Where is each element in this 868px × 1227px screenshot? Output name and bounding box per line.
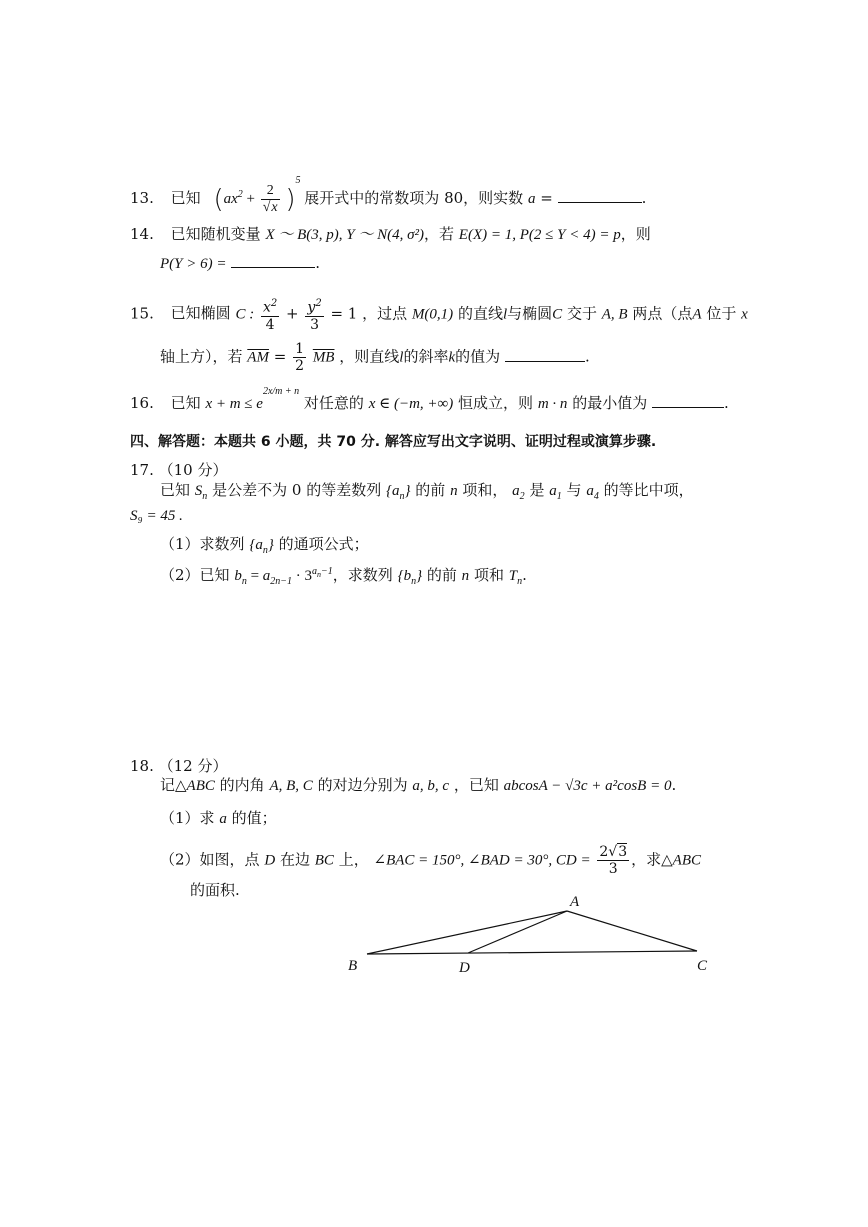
problem-text: 的直线: [457, 304, 503, 323]
label-b: B: [348, 958, 358, 974]
problem-text: ，求△: [631, 850, 673, 869]
binomial-expression: ($ax^2$ + $\frac{2}{√x}$ )$^5$: [213, 174, 301, 215]
period: .: [724, 394, 729, 412]
problem-text: 的值为: [455, 347, 501, 366]
question-score: （12 分）: [158, 757, 228, 775]
problem-text: 与: [566, 481, 582, 499]
problem-text: 的斜率: [403, 347, 449, 366]
problem-text: 项和: [473, 566, 504, 584]
problem-text: ，求数列: [332, 566, 393, 584]
problem-text: 已知: [160, 481, 191, 499]
side-ac: [567, 911, 697, 951]
problem-text: 轴上方），若: [160, 347, 243, 366]
problem-text: 在边: [279, 850, 310, 869]
label-d: D: [459, 960, 470, 976]
distribution-expr: X ～ B(3, p), Y ～ N(4, σ²): [265, 227, 424, 243]
fraction-y2-3: $\frac{y^2}{3}$: [307, 298, 322, 333]
inequality: x + m ≤ e: [205, 396, 263, 412]
problem-text: 的对边分别为: [317, 776, 408, 794]
section-heading: 四、解答题：本题共 6 小题，共 70 分. 解答应写出文字说明、证明过程或演算步骤.: [130, 434, 657, 450]
problem-14-line-1: [130, 224, 651, 245]
fraction-x2-4: $\frac{x^2}{4}$: [262, 298, 278, 333]
problem-15-line-1: 15. 已知椭圆 C : $\frac{x^2}{4}$ + $\frac{y^2}{3}$ = 1 ，过点 M(0,1) 的直线l与椭圆C 交于 A, B 两点（点A 位于 x: [130, 298, 748, 333]
sides: a, b, c: [412, 778, 450, 794]
problem-text: 与椭圆: [507, 304, 553, 323]
period: .: [641, 188, 647, 207]
angle-conditions: ∠BAC = 150°, ∠BAD = 30°, CD =: [373, 852, 591, 869]
equals-one: = 1: [330, 304, 358, 323]
problem-14-line-2: [160, 253, 320, 274]
probability-expr: P(Y > 6) =: [160, 256, 227, 272]
label-c: C: [697, 958, 708, 974]
fraction-2sqrt3-3: $\frac{2√3}{3}$: [599, 844, 628, 877]
q18-line-1: [160, 775, 676, 796]
problem-text: 已知椭圆: [170, 304, 231, 323]
problem-text: 的等差数列: [306, 481, 382, 499]
problem-text: 的通项公式；: [278, 535, 369, 553]
answer-blank[interactable]: [652, 393, 724, 408]
problem-number: 15.: [130, 304, 154, 323]
variable: a: [527, 190, 536, 207]
problem-text: ，已知: [453, 776, 499, 794]
q18-part-2: [160, 844, 701, 877]
problem-text: 恒成立，则: [458, 394, 534, 412]
q18-line-3: 的面积.: [190, 881, 240, 899]
problem-text: （1）求数列: [160, 535, 245, 553]
product-expr: m · n: [537, 396, 568, 412]
ellipse-name: C :: [235, 306, 255, 323]
triangle-abc: ABC: [186, 778, 215, 794]
q17-line-1: 已知 $S_n$ 是公差不为 0 的等差数列 $\{a_n\}$ 的前 n 项和， $a_2$ 是 $a_1$ 与 $a_4$ 的等比中项，: [160, 481, 694, 502]
problem-text: 的前: [415, 481, 446, 499]
period: .: [315, 254, 321, 272]
problem-text: 上，: [338, 850, 369, 869]
q18-part-1: [160, 808, 277, 829]
problem-text: （2）如图，点: [160, 850, 260, 869]
answer-blank[interactable]: [231, 253, 315, 268]
problem-number: 16.: [130, 394, 154, 412]
problem-text: 的前: [426, 566, 457, 584]
problem-text: 是公差不为: [212, 481, 288, 499]
side-ab: [367, 911, 567, 954]
period: .: [584, 347, 590, 366]
problem-number: 13.: [130, 188, 154, 207]
zero: 0: [291, 481, 302, 499]
problem-text: 已知: [170, 188, 201, 207]
problem-text: 两点（点: [632, 304, 693, 323]
angles: A, B, C: [269, 778, 313, 794]
problem-text: 交于: [566, 304, 597, 323]
var-a: a: [219, 811, 227, 827]
problem-text: 位于: [706, 304, 737, 323]
equals: =: [540, 188, 553, 207]
q17-header: [130, 460, 228, 480]
problem-text: 已知随机变量: [170, 225, 261, 243]
segment-bc: BC: [314, 852, 334, 869]
vector-mb: $\overline{MB}$: [312, 349, 335, 366]
domain-expr: x ∈ (−m, +∞): [368, 396, 454, 412]
point-d: D: [264, 852, 276, 869]
label-a: A: [570, 894, 580, 910]
problem-text: 的值；: [231, 809, 277, 827]
problem-16: [130, 386, 729, 414]
problem-text: ，则: [620, 225, 651, 243]
condition-expr: E(X) = 1, P(2 ≤ Y < 4) = p: [458, 227, 621, 243]
q18-header: [130, 756, 228, 776]
answer-blank[interactable]: [505, 347, 585, 362]
points-ab: A, B: [601, 306, 628, 323]
period: .: [671, 776, 677, 794]
problem-text: ，若: [424, 225, 455, 243]
point-m: M(0,1): [411, 306, 454, 323]
problem-text: （1）求: [160, 809, 215, 827]
question-number: 18.: [130, 757, 154, 775]
problem-number: 14.: [130, 225, 154, 243]
var-n: n: [450, 483, 458, 499]
condition-equation: abcosA − √3c + a²cosB = 0: [503, 778, 672, 794]
side-bc: [367, 951, 697, 954]
segment-ad: [468, 911, 567, 953]
problem-text: ，则直线: [339, 347, 400, 366]
exponent: 2x/m + n: [262, 386, 300, 397]
problem-text: 的内角: [219, 776, 265, 794]
problem-text: 项和，: [462, 481, 508, 499]
problem-text: 已知: [170, 394, 201, 412]
question-score: （10 分）: [158, 461, 228, 479]
problem-text: 是: [529, 481, 545, 499]
problem-text: 展开式中的常数项为 80，则实数: [304, 188, 524, 207]
question-number: 17.: [130, 461, 154, 479]
vector-equals: =: [273, 347, 287, 366]
problem-text: 的最小值为: [572, 394, 648, 412]
axis-x: x: [741, 306, 748, 323]
fraction-one-half: $\frac{1}{2}$: [295, 341, 305, 374]
problem-text: 的等比中项，: [603, 481, 694, 499]
problem-text: 记△: [160, 776, 187, 794]
problem-13: [130, 174, 647, 216]
q17-s9: S₉ = 45 .: [130, 508, 183, 524]
problem-15-line-2: 轴上方），若 $\overline{AM}$ = $\frac{1}{2}$ $\overline{MB}$ ，则直线l的斜率k的值为 .: [160, 341, 590, 374]
q17-part-2: （2）已知 $b_n = a_{2n-1} \cdot 3^{a_n-1}$，求数列 $\{b_n\}$ 的前 n 项和 $T_n$.: [160, 566, 527, 587]
problem-text: 对任意的: [303, 394, 364, 412]
plus-sign: +: [286, 304, 299, 323]
period: .: [522, 566, 527, 584]
triangle-abc: ABC: [672, 852, 701, 869]
q17-part-1: （1）求数列 $\{a_n\}$ 的通项公式；: [160, 535, 369, 556]
problem-text: ，过点: [362, 304, 408, 323]
vector-am: $\overline{AM}$: [247, 349, 269, 366]
answer-blank[interactable]: [558, 188, 642, 203]
problem-text: （2）已知: [160, 566, 230, 584]
